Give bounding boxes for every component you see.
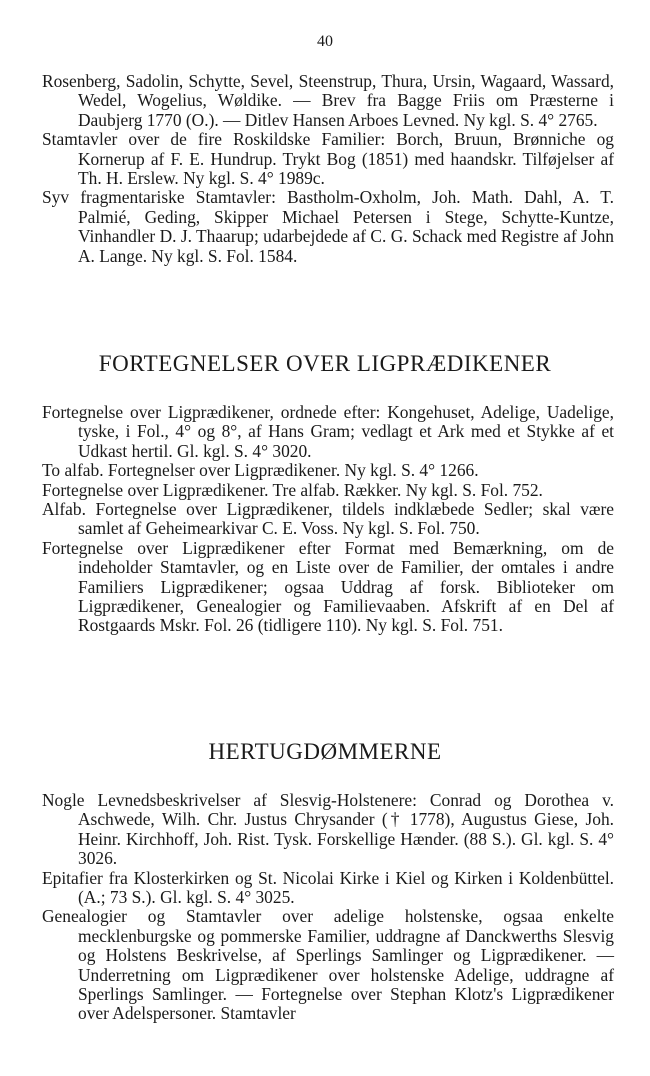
page-number: 40 [317,33,333,50]
intro-entries [42,72,614,266]
catalog-entry: To alfab. Fortegnelser over Ligprædikener. Ny kgl. S. 4° 1266. [42,460,479,481]
catalog-entry: Fortegnelse over Ligprædikener, ordnede efter: Kongehuset, Adelige, Uadelige, tyske, i Fol., 4° og 8°, af Hans Gram; vedlagt et Ark med et Stykke af et Udkast hertil. Gl. kgl. S. 4° 3020. [42,402,614,461]
catalog-entry: Fortegnelse over Ligprædikener. Tre alfab. Rækker. Ny kgl. S. Fol. 752. [42,479,543,500]
catalog-entry: Epitafier fra Klosterkirken og St. Nicolai Kirke i Kiel og Kirken i Koldenbüttel. (A.; 73 S.). Gl. kgl. S. 4° 3025. [42,867,614,908]
section-entries-hertugdommerne [42,791,614,1024]
catalog-entry: Fortegnelse over Ligprædikener efter Format med Bemærkning, om de indeholder Stamtavler, og en Liste over de Familier, der omtales i andre Familiers Ligprædikener; ogsaa Uddrag af forsk. Biblioteker om Ligprædikener, Genealogier og Familievaaben. Afskrift af en Del af Rostgaards Mskr. Fol. 26 (tidligere 110). Ny kgl. S. Fol. 751. [42,537,614,636]
catalog-entry: Syv fragmentariske Stamtavler: Bastholm-Oxholm, Joh. Math. Dahl, A. T. Palmié, Geding, Skipper Michael Petersen i Stege, Schytte-Kuntze, Vinhandler D. J. Thaarup; udarbejdede af C. G. Schack med Registre af John A. Lange. Ny kgl. S. Fol. 1584. [42,187,614,266]
catalog-entry: Genealogier og Stamtavler over adelige holstenske, ogsaa enkelte mecklenburgske og pommerske Familier, uddragne af Danckwerths Slesvig og Holstens Beskrivelse, af Sperlings Samlinger og Ligprædikener. — Underretning om Ligprædikener over holstenske Adelige, uddragne af Sperlings Samlinger. — Fortegnelse over Stephan Klotz's Ligprædikener over Adelspersoner. Stamtavler [42,906,614,1024]
section-heading-hertugdommerne: HERTUGDØMMERNE [208,739,442,764]
section-entries-ligpraedikener [42,403,614,636]
catalog-entry: Alfab. Fortegnelse over Ligprædikener, tildels indklæbede Sedler; skal være samlet af Geheimearkivar C. E. Voss. Ny kgl. S. Fol. 750. [42,499,614,539]
section-heading-ligpraedikener: FORTEGNELSER OVER LIGPRÆDIKENER [98,351,552,376]
catalog-entry: Stamtavler over de fire Roskildske Familier: Borch, Bruun, Brønniche og Kornerup af F. E. Hundrup. Trykt Bog (1851) med haandskr. Tilføjelser af Th. H. Erslew. Ny kgl. S. 4° 1989c. [42,129,614,189]
catalog-entry: Rosenberg, Sadolin, Schytte, Sevel, Steenstrup, Thura, Ursin, Wagaard, Wassard, Wedel, Wogelius, Wøldike. — Brev fra Bagge Friis om Præsterne i Daubjerg 1770 (O.). — Ditlev Hansen Arboes Levned. Ny kgl. S. 4° 2765. [42,71,614,130]
catalog-entry: Nogle Levnedsbeskrivelser af Slesvig-Holstenere: Conrad og Dorothea v. Aschwede, Wilh. Chr. Justus Chrysander († 1778), Augustus Giese, Joh. Heinr. Kirchhoff, Joh. Rist. Tysk. Forskellige Hænder. (88 S.). Gl. kgl. S. 4° 3026. [42,790,614,869]
